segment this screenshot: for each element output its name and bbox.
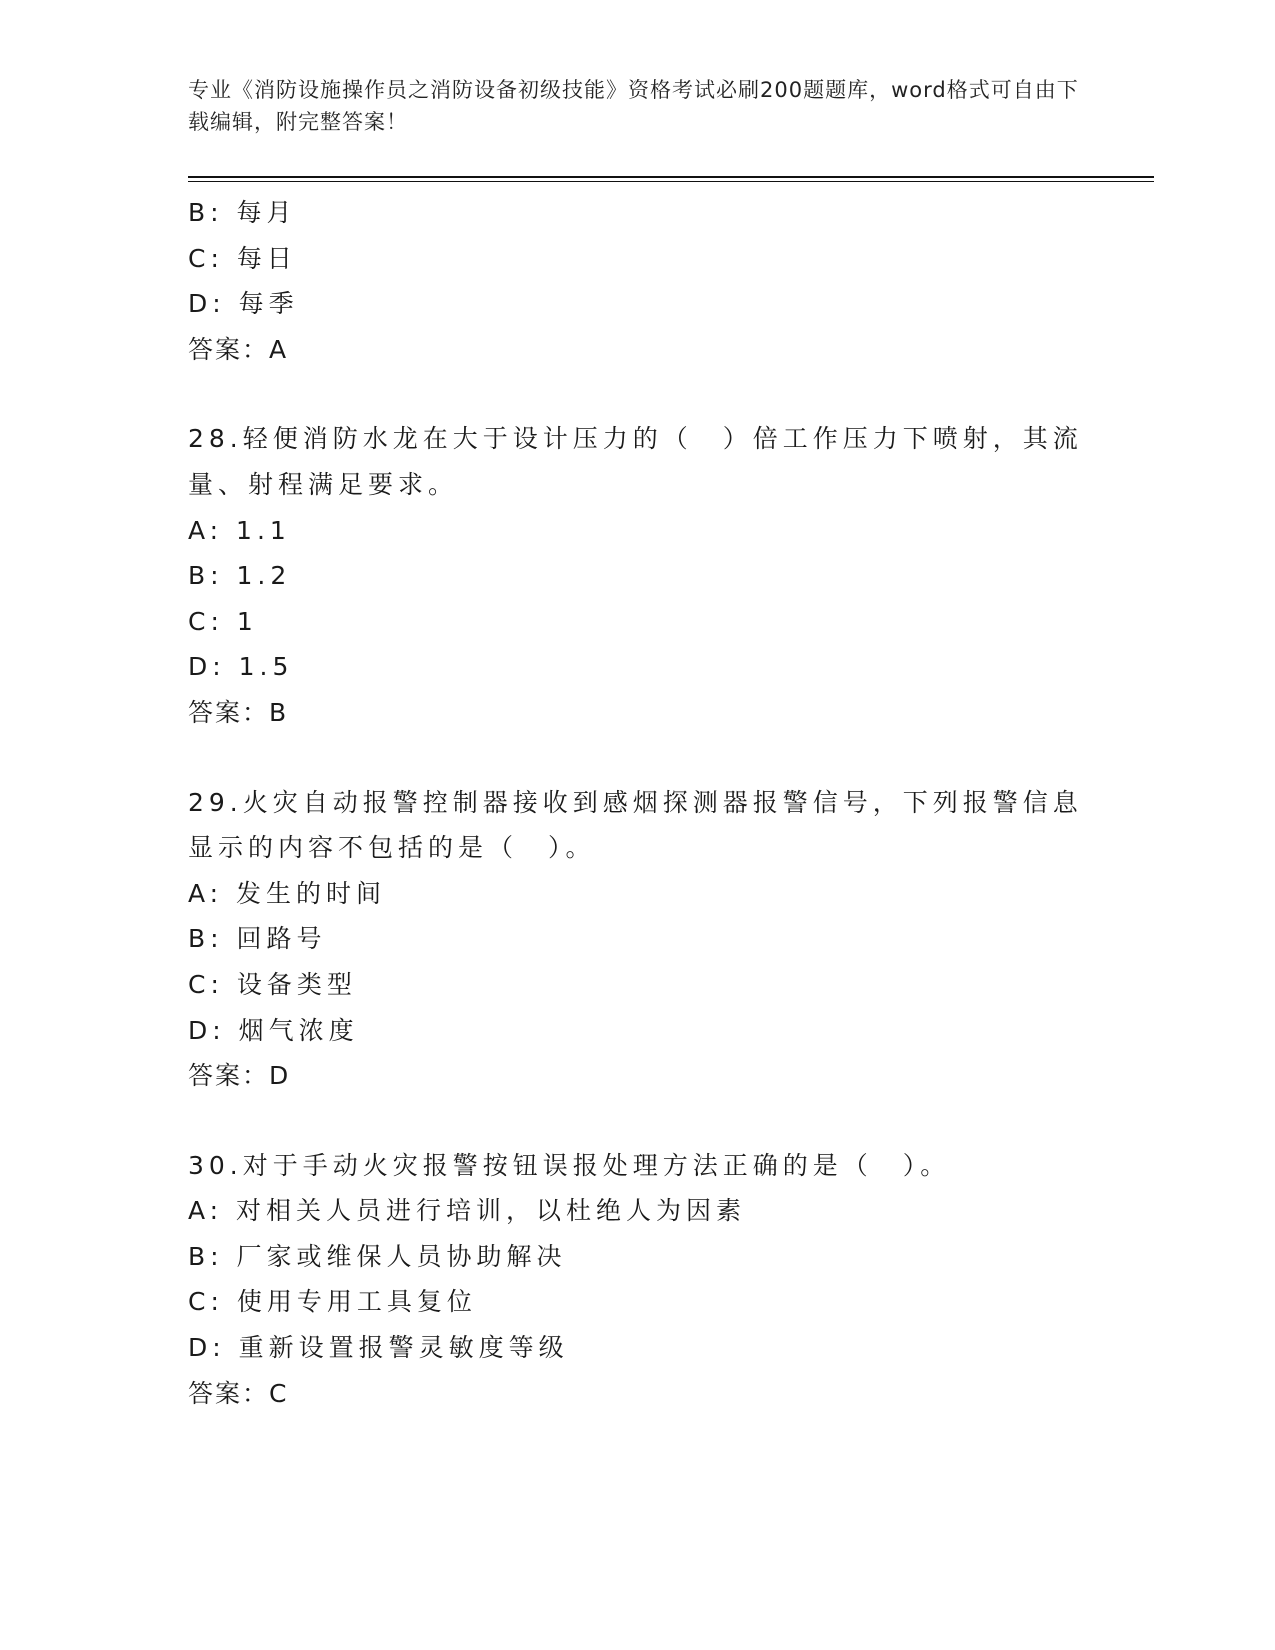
option-letter: A: (188, 878, 224, 908)
option-text: 对相关人员进行培训，以杜绝人为因素 (236, 1196, 747, 1226)
option-d (188, 644, 1088, 690)
option-letter: B: (188, 924, 224, 954)
spacer (188, 372, 1088, 416)
option-b (188, 553, 1088, 599)
option-letter: C: (188, 606, 224, 636)
header-rule-thin (188, 181, 1154, 182)
answer-line: 答案：A (188, 334, 289, 364)
option-letter: A: (188, 1196, 224, 1226)
option-letter: C: (188, 1287, 224, 1317)
option-text: 每月 (236, 198, 297, 227)
option-text: 1.5 (238, 652, 294, 682)
option-b (188, 1234, 1088, 1280)
option-d (188, 281, 1088, 327)
option-text: 1.1 (236, 515, 291, 545)
spacer (188, 1099, 1088, 1143)
question-28 (188, 416, 1088, 735)
option-text: 厂家或维保人员协助解决 (236, 1241, 567, 1271)
option-letter: B: (188, 198, 224, 227)
question-stem: 30.对于手动火灾报警按钮误报处理方法正确的是（ ）。 (188, 1150, 951, 1180)
option-c (188, 236, 1088, 282)
option-letter: D: (188, 1333, 226, 1363)
option-c (188, 1279, 1088, 1325)
option-text: 使用专用工具复位 (236, 1287, 477, 1317)
option-a (188, 1188, 1088, 1234)
option-d (188, 1008, 1088, 1054)
answer-line: 答案：B (188, 697, 289, 727)
option-letter: D: (188, 1015, 226, 1045)
option-b (188, 190, 1088, 236)
option-text: 发生的时间 (236, 878, 387, 908)
option-letter: C: (188, 243, 224, 273)
question-stem: 29.火灾自动报警控制器接收到感烟探测器报警信号，下列报警信息显示的内容不包括的是（ ）。 (188, 787, 1083, 863)
option-letter: D: (188, 289, 226, 319)
question-stem: 28.轻便消防水龙在大于设计压力的（ ）倍工作压力下喷射，其流量、射程满足要求。 (188, 424, 1083, 499)
option-text: 设备类型 (236, 969, 357, 999)
question-30 (188, 1143, 1088, 1417)
answer-line: 答案：D (188, 1061, 291, 1091)
option-c (188, 962, 1088, 1008)
option-letter: D: (188, 652, 226, 682)
question-29 (188, 780, 1088, 1099)
spacer (188, 736, 1088, 780)
option-text: 每日 (236, 243, 297, 273)
option-letter: C: (188, 969, 224, 999)
answer-line: 答案：C (188, 1378, 289, 1408)
option-text: 回路号 (236, 924, 327, 954)
document-body (188, 190, 1088, 1416)
option-text: 1 (236, 606, 258, 636)
option-d (188, 1325, 1088, 1371)
option-c (188, 599, 1088, 645)
option-letter: A: (188, 515, 224, 545)
page-header: 专业《消防设施操作员之消防设备初级技能》资格考试必刷200题题库，word格式可自由下载编辑，附完整答案！ (188, 78, 1079, 134)
option-letter: B: (188, 561, 224, 591)
option-b (188, 916, 1088, 962)
question-27-continued (188, 190, 1088, 372)
option-text: 每季 (238, 289, 299, 319)
header-rule-thick (188, 176, 1154, 178)
option-a (188, 871, 1088, 917)
option-letter: B: (188, 1241, 224, 1271)
option-a (188, 508, 1088, 554)
option-text: 1.2 (236, 561, 292, 591)
option-text: 重新设置报警灵敏度等级 (238, 1333, 569, 1363)
option-text: 烟气浓度 (238, 1015, 359, 1045)
